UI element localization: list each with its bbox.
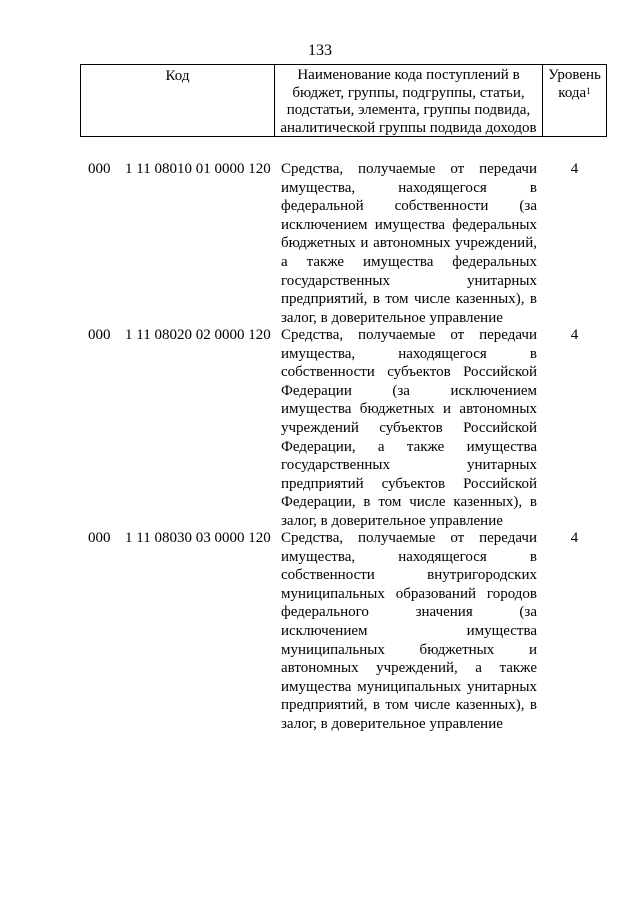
footnote-marker: 1 <box>586 85 591 96</box>
row-description: Средства, получаемые от передачи имущества, находящегося в собственности субъектов Российской Федерации (за исключением имущества бюджетных и автономных учреждений субъектов Российской Федерации, а также имущества государственных унитарных предприятий субъектов Российской Федерации, в том числе казенных), в залог, в доверительное управление <box>281 327 537 529</box>
table-header <box>80 64 607 137</box>
row-level: 4 <box>570 327 579 343</box>
page-number: 133 <box>308 42 332 59</box>
row-prefix: 000 <box>88 530 111 546</box>
header-level-label: Уровень кода <box>548 67 601 101</box>
row-prefix: 000 <box>88 327 111 343</box>
row-description: Средства, получаемые от передачи имущества, находящегося в федеральной собственности (за исключением имущества федеральных бюджетных и автономных учреждений, а также имущества федеральных государственных унитарных предприятий, в том числе казенных), в залог, в доверительное управление <box>281 161 537 326</box>
row-level: 4 <box>570 530 579 546</box>
row-code: 1 11 08030 03 0000 120 <box>125 530 271 546</box>
header-code: Код <box>81 65 275 136</box>
row-code: 1 11 08020 02 0000 120 <box>125 327 271 343</box>
header-level <box>543 65 606 102</box>
row-prefix: 000 <box>88 161 111 177</box>
row-level: 4 <box>570 161 579 177</box>
row-description: Средства, получаемые от передачи имущества, находящегося в собственности внутригородских муниципальных образований городов федерального значения (за исключением имущества муниципальных бюджетных и автономных учреждений, а также имущества муниципальных унитарных предприятий, в том числе казенных), в залог, в доверительное управление <box>281 530 537 732</box>
row-code: 1 11 08010 01 0000 120 <box>125 161 271 177</box>
header-name: Наименование кода поступлений в бюджет, группы, подгруппы, статьи, подстатьи, элемента, группы подвида, аналитической группы подвида доходов <box>275 65 543 136</box>
